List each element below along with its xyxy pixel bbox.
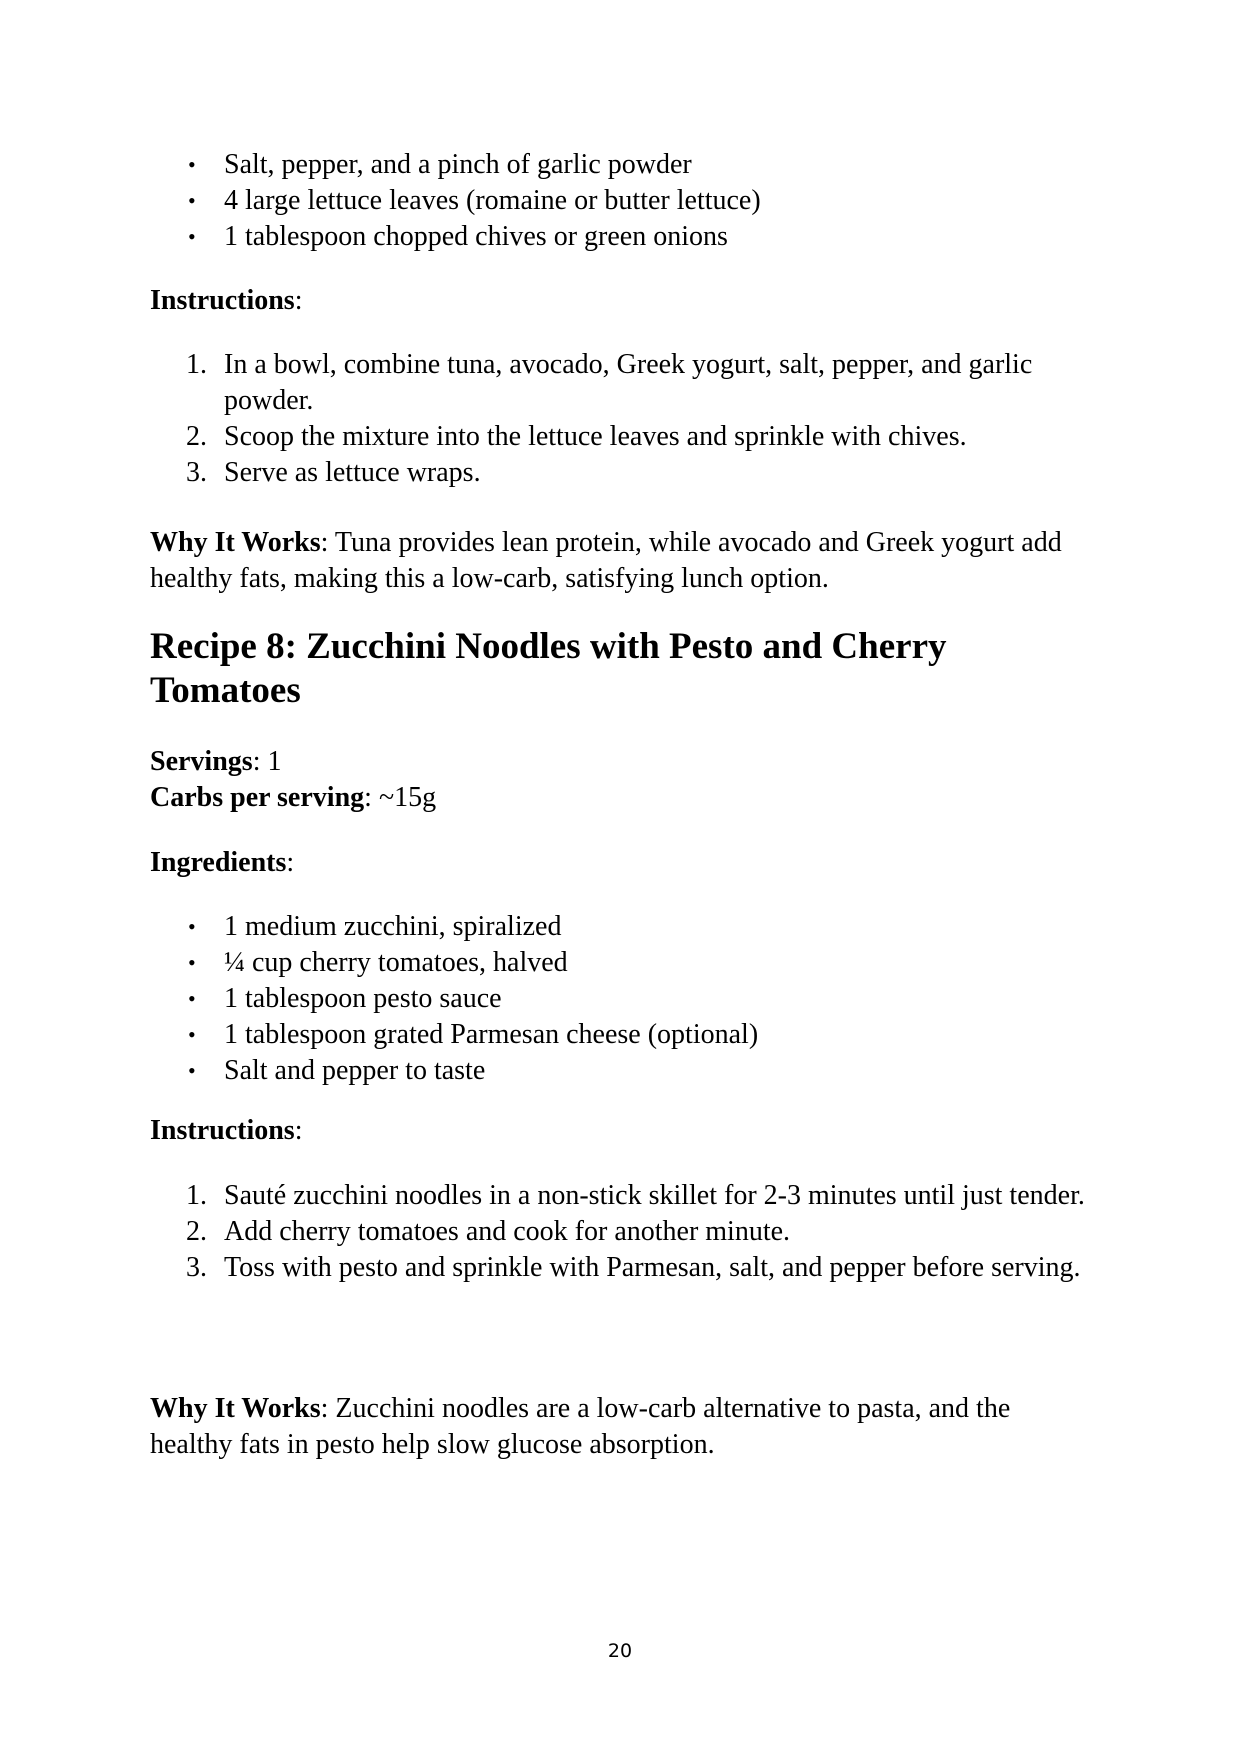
bullet-icon: • [188,188,196,213]
list-item: 3. Toss with pesto and sprinkle with Parmesan, salt, and pepper before serving. [186,1252,1081,1283]
list-item: • 1 tablespoon pesto sauce [150,981,1110,1017]
bullet-icon: • [188,224,196,249]
page-number: 20 [607,1640,633,1662]
list-item: 1. Sauté zucchini noodles in a non-stick skillet for 2-3 minutes until just tender. [186,1180,1085,1211]
list-item: 2. Add cherry tomatoes and cook for another minute. [186,1216,791,1247]
bullet-icon: • [188,152,196,177]
list-item: 1. In a bowl, combine tuna, avocado, Greek yogurt, salt, pepper, and garlic powder. [186,349,1033,416]
why-it-works-paragraph: Why It Works: Zucchini noodles are a low-carb alternative to pasta, and the healthy fats in pesto help slow glucose absorption. [150,1393,1011,1460]
why-it-works-paragraph: Why It Works: Tuna provides lean protein, while avocado and Greek yogurt add healthy fats, making this a low-carb, satisfying lunch option. [150,527,1062,594]
instructions-label: Instructions: [150,285,303,316]
recipe-title: Recipe 8: Zucchini Noodles with Pesto and Cherry Tomatoes [150,626,947,711]
bullet-icon: • [188,986,196,1011]
list-item: 3. Serve as lettuce wraps. [186,457,481,488]
list-item: • ¼ cup cherry tomatoes, halved [150,945,1110,981]
ingredients-label: Ingredients: [150,847,295,878]
instructions-label: Instructions: [150,1115,303,1146]
ingredient-list-continued [150,147,1110,255]
list-item: • Salt and pepper to taste [150,1053,1110,1089]
list-item: • 4 large lettuce leaves (romaine or butter lettuce) [150,183,1110,219]
list-item: • 1 medium zucchini, spiralized [150,909,1110,945]
list-item: • 1 tablespoon chopped chives or green onions [150,219,1110,255]
bullet-icon: • [188,950,196,975]
bullet-icon: • [188,1022,196,1047]
servings-line: Servings: 1 [150,746,282,777]
carbs-line: Carbs per serving: ~15g [150,782,437,813]
list-item: • 1 tablespoon grated Parmesan cheese (optional) [150,1017,1110,1053]
list-item: 2. Scoop the mixture into the lettuce leaves and sprinkle with chives. [186,421,967,452]
instruction-steps [150,347,1110,491]
instruction-steps [150,1178,1110,1286]
bullet-icon: • [188,1058,196,1083]
bullet-icon: • [188,914,196,939]
ingredient-list [150,909,1110,1089]
list-item: • Salt, pepper, and a pinch of garlic powder [150,147,1110,183]
